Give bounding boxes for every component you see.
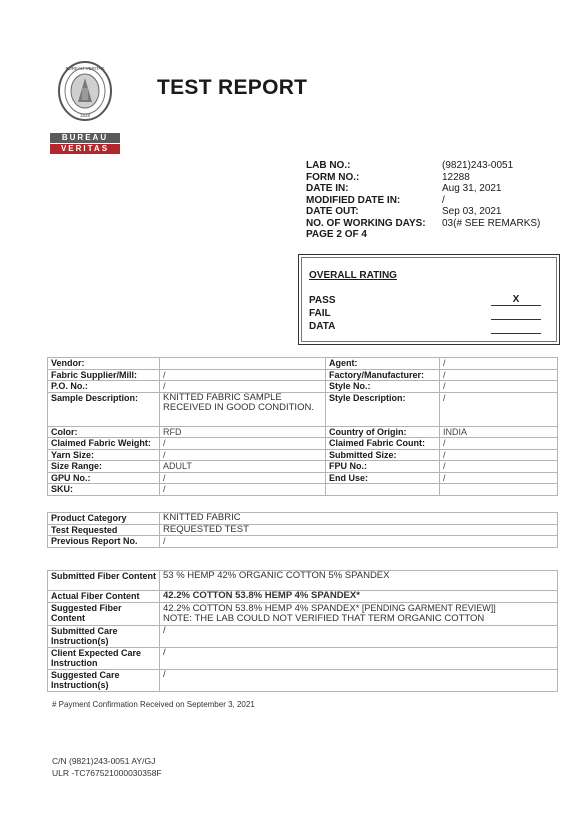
table-cell-label: Style Description: [326,392,440,426]
ulr-line: ULR -TC767521000030358F [52,768,162,778]
table-row [48,591,558,603]
table-cell-value: / [160,669,558,691]
table-cell-label: Product Category [48,513,160,525]
table-cell-label: Submitted Care Instruction(s) [48,625,160,647]
lab-info-value: 03(# SEE REMARKS) [442,217,541,229]
svg-text:1828: 1828 [79,113,91,118]
table-row [48,392,558,426]
data-mark [491,322,541,334]
table-cell-value: RFD [160,426,326,438]
table-row [48,472,558,484]
table-cell-value: / [440,449,558,461]
table-cell-value: / [160,369,326,381]
table-cell-label: Actual Fiber Content [48,591,160,603]
lab-info-values [442,160,540,229]
svg-text:BUREAU VERITAS: BUREAU VERITAS [65,66,105,71]
table-row [48,669,558,691]
table-cell-value: / [160,625,558,647]
table-cell-label: Style No.: [326,381,440,393]
suggested-fiber-value: 42.2% COTTON 53.8% HEMP 4% SPANDEX* [163,602,360,614]
lab-info-labels [306,160,426,241]
table-row [48,513,558,525]
table-cell-label: End Use: [326,472,440,484]
bureau-veritas-logo [50,60,120,154]
lab-info-label: MODIFIED DATE IN: [306,194,401,206]
table-cell-value: KNITTED FABRIC SAMPLE RECEIVED IN GOOD CONDITION. [160,392,326,426]
table-row [48,536,558,548]
lab-info-value: 12288 [442,171,470,183]
table-cell-value: / [440,381,558,393]
table-cell-label: Fabric Supplier/Mill: [48,369,160,381]
fail-label: FAIL [309,308,331,319]
table-row [48,438,558,450]
lab-info-value: Sep 03, 2021 [442,206,502,217]
table-cell-label: FPU No.: [326,461,440,473]
table-cell-label: Suggested Fiber Content [48,602,160,625]
page-title: TEST REPORT [157,76,308,99]
overall-rating-title: OVERALL RATING [309,270,397,281]
suggested-fiber-note: [PENDING GARMENT REVIEW]] [359,602,496,613]
table-cell-value: / [160,647,558,669]
table-cell-value: / [160,438,326,450]
table-cell-label: Claimed Fabric Count: [326,438,440,450]
table-cell-value: REQUESTED TEST [160,524,558,536]
table-cell-value: / [440,392,558,426]
lab-info-label: DATE IN: [306,183,349,194]
table-cell-label: Vendor: [48,358,160,370]
table-cell-label: Sample Description: [48,392,160,426]
table-row [48,358,558,370]
table-cell-label: Submitted Fiber Content [48,571,160,591]
table-row [48,369,558,381]
table-row [48,625,558,647]
seal-icon [56,60,114,124]
table-row [48,524,558,536]
footer-reference [52,755,162,779]
submitted-fiber-value: 53 % HEMP 42% ORGANIC COTTON 5% SPANDEX [160,571,558,591]
lab-info-label: DATE OUT: [306,206,359,217]
table-cell-label: Suggested Care Instruction(s) [48,669,160,691]
data-label: DATA [309,321,336,332]
table-cell-label: P.O. No.: [48,381,160,393]
pass-label: PASS [309,295,336,306]
fiber-content-table [47,570,558,692]
lab-info-value: (9821)243-0051 [442,160,514,171]
table-cell-label: SKU: [48,484,160,496]
logo-bureau-text: BUREAU [50,133,120,143]
table-cell-value: / [160,381,326,393]
table-cell-value: / [160,536,558,548]
table-cell-label [326,484,440,496]
table-cell-value: / [440,438,558,450]
table-cell-label: GPU No.: [48,472,160,484]
table-cell-value: / [440,358,558,370]
table-cell-value: KNITTED FABRIC [160,513,558,525]
table-cell-label: Submitted Size: [326,449,440,461]
logo-veritas-text: VERITAS [50,144,120,154]
table-cell-label: Size Range: [48,461,160,473]
table-row [48,602,558,625]
fail-mark [491,308,541,320]
table-cell-label: Agent: [326,358,440,370]
table-cell-value: / [440,472,558,484]
actual-fiber-value: 42.2% COTTON 53.8% HEMP 4% SPANDEX* [160,591,558,603]
table-cell-label: Factory/Manufacturer: [326,369,440,381]
table-cell-label: Claimed Fabric Weight: [48,438,160,450]
product-table [47,512,558,548]
table-cell-value: / [440,461,558,473]
suggested-fiber-line2: NOTE: THE LAB COULD NOT VERIFIED THAT TERM ORGANIC COTTON [163,613,485,624]
table-row [48,571,558,591]
table-cell-label: Color: [48,426,160,438]
table-cell-value: / [160,449,326,461]
overall-rating-box [298,254,560,345]
table-cell-label: Yarn Size: [48,449,160,461]
table-cell-value [440,484,558,496]
table-row [48,461,558,473]
pass-mark: X [491,294,541,306]
lab-info-value: Aug 31, 2021 [442,183,502,194]
table-cell-label: Previous Report No. [48,536,160,548]
table-cell-value [160,358,326,370]
table-cell-value: ADULT [160,461,326,473]
table-row [48,449,558,461]
table-cell-value: / [160,484,326,496]
lab-info-label: FORM NO.: [306,171,360,183]
table-row [48,381,558,393]
suggested-fiber-cell [160,602,558,625]
table-cell-label: Test Requested [48,524,160,536]
table-row [48,484,558,496]
lab-info-value: / [442,194,445,206]
table-cell-value: / [440,369,558,381]
lab-info-label: PAGE 2 OF 4 [306,229,367,240]
sample-info-table [47,357,558,496]
table-cell-label: Client Expected Care Instruction [48,647,160,669]
table-cell-value: / [160,472,326,484]
table-row [48,426,558,438]
table-cell-value: INDIA [440,426,558,438]
table-cell-label: Country of Origin: [326,426,440,438]
lab-info-label: NO. OF WORKING DAYS: [306,217,426,229]
cn-line: C/N (9821)243-0051 AY/GJ [52,756,156,766]
lab-info-label: LAB NO.: [306,160,351,171]
table-row [48,647,558,669]
payment-footnote: # Payment Confirmation Received on September 3, 2021 [52,700,255,709]
